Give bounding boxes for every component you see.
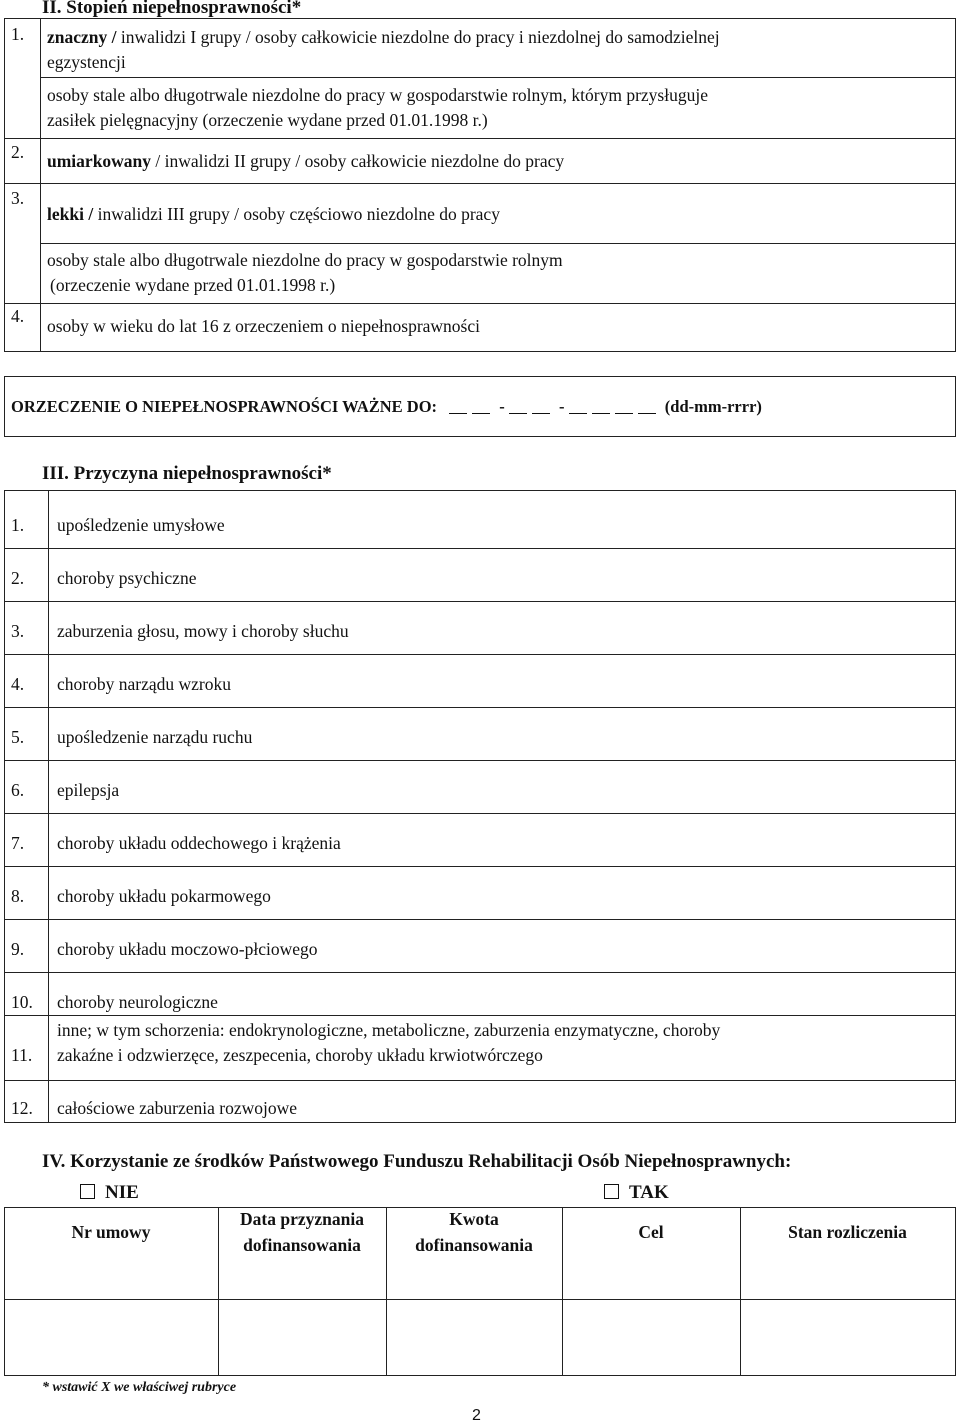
cause-number: 10. <box>11 992 33 1012</box>
section-3-heading: III. Przyczyna niepełnosprawności* <box>42 463 332 484</box>
date-format-hint: (dd-mm-rrrr) <box>664 397 762 416</box>
cause-label: choroby układu oddechowego i krążenia <box>57 833 341 853</box>
col-header-grant-date: Data przyznania <box>240 1209 364 1229</box>
row-number: 4. <box>11 306 25 326</box>
degree-significant: znaczny / inwalidzi I grupy / osoby całkowicie niezdolne do pracy i niezdolnej do samodzielnej <box>47 27 720 47</box>
cause-label: choroby neurologiczne <box>57 992 218 1012</box>
cause-label: upośledzenie umysłowe <box>57 515 225 535</box>
checkbox-icon[interactable] <box>80 1184 95 1199</box>
degree-significant-cont: egzystencji <box>47 52 126 72</box>
year-blank[interactable] <box>615 399 633 414</box>
farm-incapacity-text: osoby stale albo długotrwale niezdolne do pracy w gospodarstwie rolnym, którym przysługuje <box>47 85 708 105</box>
col-header-amount: Kwota <box>449 1209 499 1229</box>
table2-right-border <box>955 18 956 351</box>
cause-label: choroby układu pokarmowego <box>57 886 271 906</box>
cause-number: 11. <box>11 1045 33 1065</box>
cause-number: 8. <box>11 886 25 906</box>
cause-label: choroby układu moczowo-płciowego <box>57 939 318 959</box>
year-blank[interactable] <box>592 399 610 414</box>
col-header-settlement-status: Stan rozliczenia <box>788 1222 907 1242</box>
col-header-contract-number: Nr umowy <box>71 1222 151 1242</box>
col-header-amount-cont: dofinansowania <box>415 1235 533 1255</box>
children-under-16-text: osoby w wieku do lat 16 z orzeczeniem o niepełnosprawności <box>47 316 480 336</box>
cause-label: upośledzenie narządu ruchu <box>57 727 253 747</box>
year-blank[interactable] <box>638 399 656 414</box>
cause-number: 12. <box>11 1098 33 1118</box>
cause-label: choroby narządu wzroku <box>57 674 231 694</box>
validity-line: ORZECZENIE O NIEPEŁNOSPRAWNOŚCI WAŻNE DO: - - (dd-mm-rrrr) <box>11 397 762 416</box>
cause-number: 1. <box>11 515 25 535</box>
col-header-grant-date-cont: dofinansowania <box>243 1235 361 1255</box>
cause-number: 9. <box>11 939 25 959</box>
cause-number: 7. <box>11 833 25 853</box>
cause-number: 2. <box>11 568 25 588</box>
cause-label: całościowe zaburzenia rozwojowe <box>57 1098 298 1118</box>
table2-col-divider <box>40 18 41 351</box>
page-number: 2 <box>472 1407 481 1424</box>
row-number: 1. <box>11 24 25 44</box>
footnote: * wstawić X we właściwej rubryce <box>42 1380 237 1395</box>
farm-incapacity-light-text: osoby stale albo długotrwale niezdolne do pracy w gospodarstwie rolnym <box>47 250 563 270</box>
section-4-heading: IV. Korzystanie ze środków Państwowego Funduszu Rehabilitacji Osób Niepełnosprawnych: <box>42 1151 792 1172</box>
row-number: 2. <box>11 142 25 162</box>
year-blank[interactable] <box>569 399 587 414</box>
cause-label-cont: zakaźne i odzwierzęce, zeszpecenia, choroby układu krwiotwórczego <box>57 1045 543 1065</box>
day-blank[interactable] <box>472 399 490 414</box>
cause-label: zaburzenia głosu, mowy i choroby słuchu <box>57 621 349 641</box>
option-yes[interactable]: TAK <box>604 1182 669 1204</box>
farm-incapacity-light-text-cont: (orzeczenie wydane przed 01.01.1998 r.) <box>50 275 336 295</box>
validity-label: ORZECZENIE O NIEPEŁNOSPRAWNOŚCI WAŻNE DO: <box>11 397 438 416</box>
month-blank[interactable] <box>509 399 527 414</box>
table2-left-border <box>4 18 5 351</box>
degree-light: lekki / inwalidzi III grupy / osoby częściowo niezdolne do pracy <box>47 204 500 224</box>
section-2-heading: II. Stopień niepełnosprawności* <box>42 0 302 18</box>
cause-number: 4. <box>11 674 25 694</box>
option-no[interactable]: NIE <box>80 1182 139 1204</box>
checkbox-icon[interactable] <box>604 1184 619 1199</box>
cause-number: 5. <box>11 727 25 747</box>
farm-incapacity-text-cont: zasiłek pielęgnacyjny (orzeczenie wydane przed 01.01.1998 r.) <box>47 110 488 130</box>
degree-moderate: umiarkowany / inwalidzi II grupy / osoby całkowicie niezdolne do pracy <box>47 151 565 171</box>
col-header-purpose: Cel <box>638 1222 664 1242</box>
cause-number: 6. <box>11 780 25 800</box>
row-number: 3. <box>11 188 25 208</box>
cause-label: inne; w tym schorzenia: endokrynologiczne, metaboliczne, zaburzenia enzymatyczne, choroby <box>57 1020 721 1040</box>
cause-number: 3. <box>11 621 25 641</box>
day-blank[interactable] <box>449 399 467 414</box>
cause-label: epilepsja <box>57 780 120 800</box>
cause-label: choroby psychiczne <box>57 568 197 588</box>
month-blank[interactable] <box>532 399 550 414</box>
